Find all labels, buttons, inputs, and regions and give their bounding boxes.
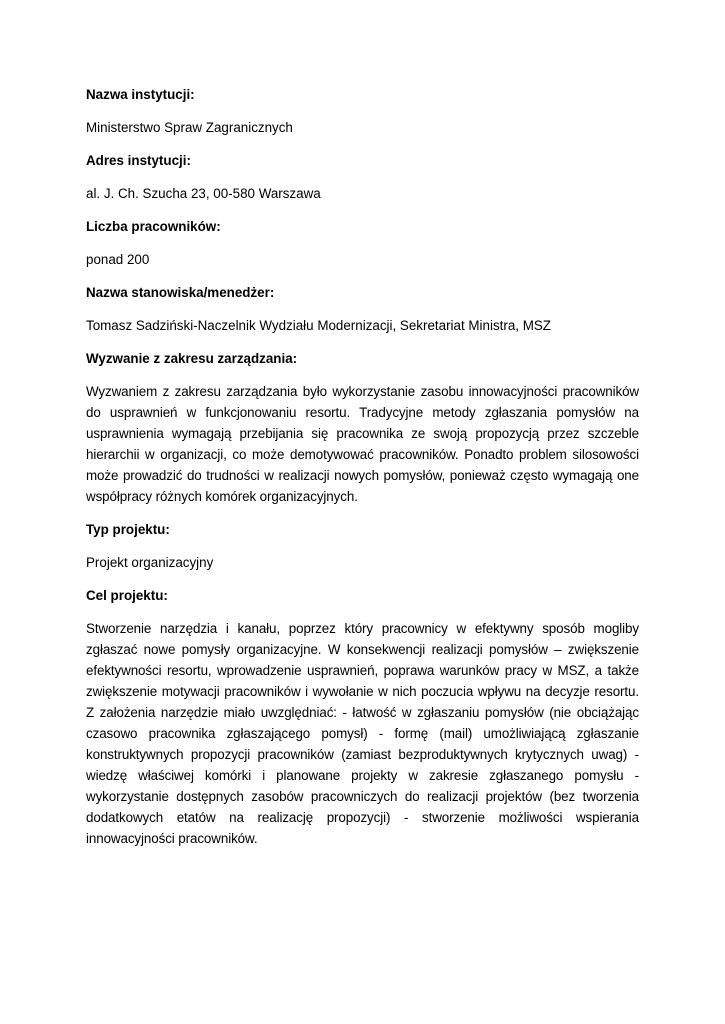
- challenge-label: Wyzwanie z zakresu zarządzania:: [86, 351, 298, 366]
- document-page: [86, 84, 639, 861]
- position-label: Nazwa stanowiska/menedżer:: [86, 285, 275, 300]
- project-type: Projekt organizacyjny: [86, 555, 214, 570]
- position-value: Tomasz Sadziński-Naczelnik Wydziału Modernizacji, Sekretariat Ministra, MSZ: [86, 318, 551, 333]
- institution-name: Ministerstwo Spraw Zagranicznych: [86, 120, 293, 135]
- institution-name-label: Nazwa instytucji:: [86, 87, 195, 102]
- project-goal-text: Stworzenie narzędzia i kanału, poprzez który pracownicy w efektywny sposób mogliby zgłaszać nowe pomysły organizacyjne. W konsekwencji realizacji pomysłów – zwiększenie efektywności resortu, wprowadzenie usprawnień, poprawa warunków pracy w MSZ, a także zwiększenie motywacji pracowników i wywołanie w nich poczucia wpływu na decyzje resortu. Z założenia narzędzie miało uwzględniać: - łatwość w zgłaszaniu pomysłów (nie obciążając czasowo pracownika zgłaszającego pomysł) - formę (mail) umożliwiającą zgłaszanie konstruktywnych propozycji pracowników (zamiast bezproduktywnych krytycznych uwag) - wiedzę właściwej komórki i planowane projekty w zakresie zgłaszanego pomysłu - wykorzystanie dostępnych zasobów pracowniczych do realizacji projektów (bez tworzenia dodatkowych etatów na realizację propozycji) - stworzenie możliwości wspierania innowacyjności pracowników.: [86, 621, 639, 846]
- project-type-label: Typ projektu:: [86, 522, 170, 537]
- institution-address: al. J. Ch. Szucha 23, 00-580 Warszawa: [86, 186, 321, 201]
- challenge-text: Wyzwaniem z zakresu zarządzania było wykorzystanie zasobu innowacyjności pracowników do usprawnień w funkcjonowaniu resortu. Tradycyjne metody zgłaszania pomysłów na usprawnienia wymagają przebijania się pracownika ze swoją propozycją przez szczeble hierarchii w organizacji, co może demotywować pracowników. Ponadto problem silosowości może prowadzić do trudności w realizacji nowych pomysłów, ponieważ często wymagają one współpracy różnych komórek organizacyjnych.: [86, 384, 639, 504]
- project-goal-label: Cel projektu:: [86, 588, 168, 603]
- institution-address-label: Adres instytucji:: [86, 153, 191, 168]
- employees-count: ponad 200: [86, 252, 150, 267]
- employees-label: Liczba pracowników:: [86, 219, 221, 234]
